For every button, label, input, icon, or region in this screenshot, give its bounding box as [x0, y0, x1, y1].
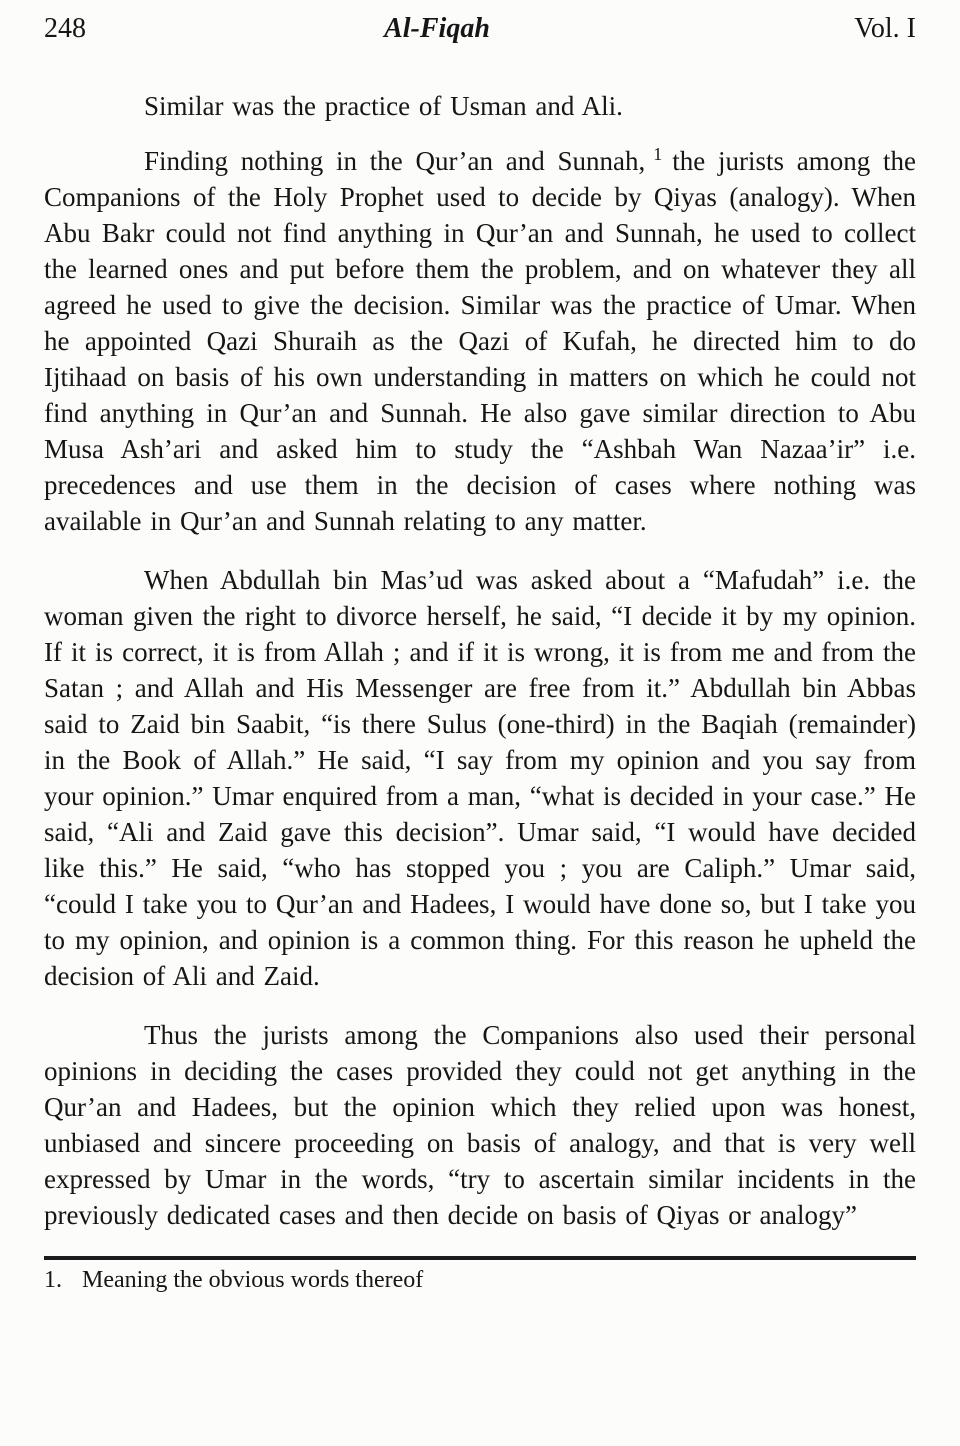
- volume-label: Vol. I: [854, 13, 916, 44]
- page-body: [44, 88, 916, 1233]
- paragraph-qiyas-text: Finding nothing in the Qur’an and Sunnah,: [144, 146, 646, 176]
- paragraph-qiyas: [44, 143, 916, 539]
- footnote-block: [44, 1256, 916, 1295]
- footnote-text: Meaning the obvious words thereof: [82, 1267, 424, 1293]
- running-title: Al-Fiqah: [384, 13, 490, 44]
- paragraph-usman-ali: Similar was the practice of Usman and Ali.: [144, 91, 623, 121]
- page-header: [44, 12, 916, 46]
- footnote-number: 1.: [44, 1267, 62, 1293]
- paragraph-abdullah-bin-masud: When Abdullah bin Mas’ud was asked about a “Mafudah” i.e. the woman given the right to divorce herself, he said, “I decide it by my opinion. If it is correct, it is from Allah ; and if it is wrong, it is from me and from the Satan ; and Allah and His Messenger are free from it.” Abdullah bin Abbas said to Zaid bin Saabit, “is there Sulus (one-third) in the Baqiah (remainder) in the Book of Allah.” He said, “I say from my opinion and you say from your opinion.” Umar enquired from a man, “what is decided in your case.” He said, “Ali and Zaid gave this decision”. Umar said, “I would have decided like this.” He said, “who has stopped you ; you are Caliph.” Umar said, “could I take you to Qur’an and Hadees, I would have done so, but I take you to my opinion, and opinion is a common thing. For this reason he upheld the decision of Ali and Zaid.: [44, 565, 916, 991]
- footnote-divider: [44, 1256, 916, 1260]
- paragraph-jurists-opinions: Thus the jurists among the Companions also used their personal opinions in deciding the cases provided they could not get anything in the Qur’an and Hadees, but the opinion which they relied upon was honest, unbiased and sincere proceeding on basis of analogy, and that is very well expressed by Umar in the words, “try to ascertain similar incidents in the previously dedicated cases and then decide on basis of Qiyas or analogy”: [44, 1020, 916, 1230]
- footnote-reference-1: 1: [653, 144, 663, 164]
- paragraph-qiyas-text-continued: the jurists among the Companions of the Holy Prophet used to decide by Qiyas (analogy). When Abu Bakr could not find anything in Qur’an and Sunnah, he used to collect the learned ones and put before them the problem, and on whatever they all agreed he used to give the decision. Similar was the practice of Umar. When he appointed Qazi Shuraih as the Qazi of Kufah, he directed him to do Ijtihaad on basis of his own understanding in matters on which he could not find anything in Qur’an and Sunnah. He also gave similar direction to Abu Musa Ash’ari and asked him to study the “Ashbah Wan Nazaa’ir” i.e. precedences and use them in the decision of cases where nothing was available in Qur’an and Sunnah relating to any matter.: [44, 146, 917, 536]
- footnote: [44, 1265, 916, 1295]
- page-number: 248: [44, 13, 86, 44]
